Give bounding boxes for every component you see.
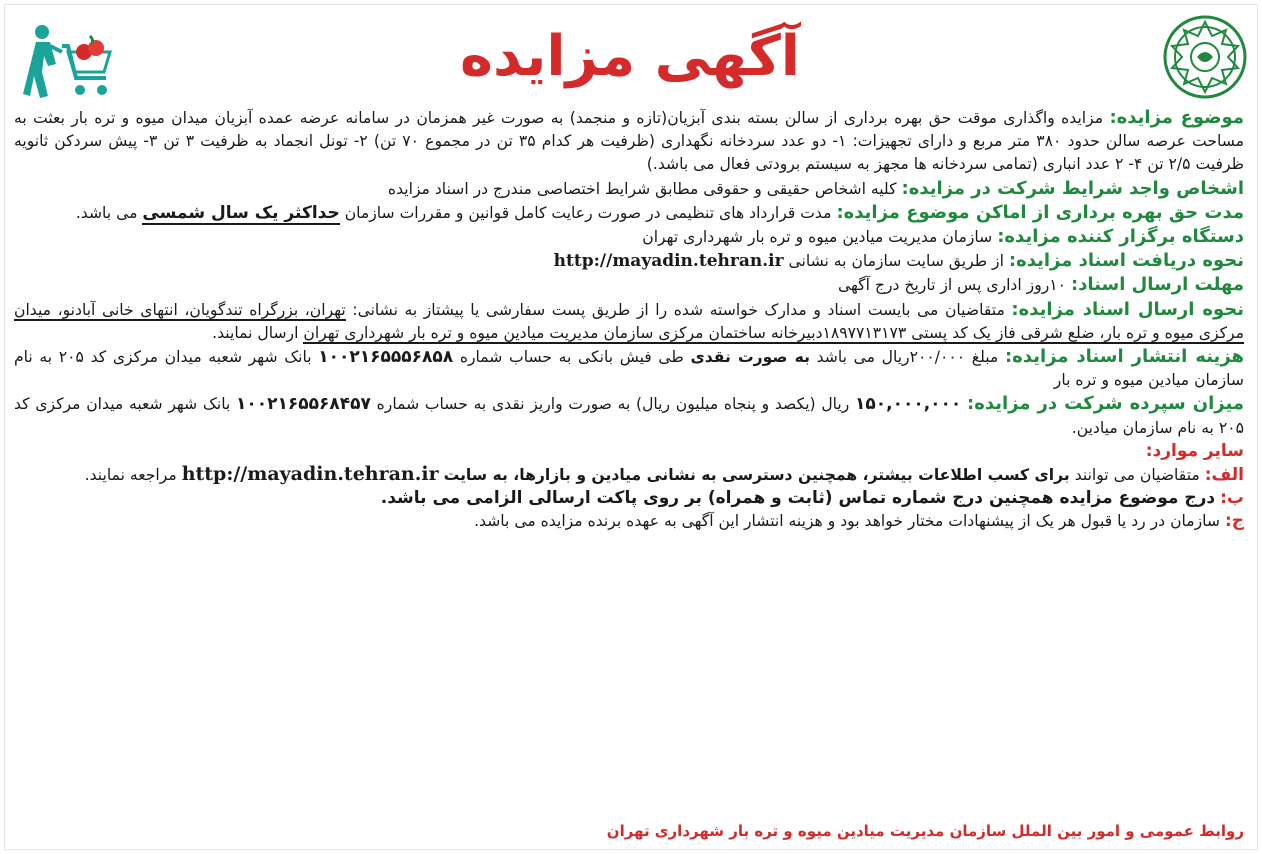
- docs-send-text-b: ارسال نمایند.: [212, 323, 299, 342]
- other-c-paragraph: [14, 510, 1244, 533]
- other-c-label: ج:: [1224, 511, 1244, 532]
- eligible-label: اشخاص واجد شرایط شرکت در مزایده:: [901, 177, 1244, 199]
- municipality-seal-icon: [1162, 14, 1248, 100]
- eligible-text: کلیه اشخاص حقیقی و حقوقی مطابق شرایط اختصاصی مندرج در اسناد مزایده: [387, 179, 897, 198]
- deposit-text-a: ریال (یکصد و پنجاه میلیون ریال) به صورت واریز نقدی به حساب شماره: [376, 395, 850, 414]
- cost-bold: به صورت نقدی: [690, 348, 810, 367]
- page-title: آگهی مزایده: [459, 24, 801, 89]
- docs-receive-text: از طریق سایت سازمان به نشانی: [788, 252, 1004, 271]
- other-heading: سایر موارد:: [1145, 440, 1244, 461]
- other-a-bold: برای کسب اطلاعات بیشتر، همچنین دسترسی به نشانی میادین و بازارها، به سایت: [443, 466, 1070, 485]
- website-link[interactable]: http://mayadin.tehran.ir: [553, 251, 784, 272]
- deadline-paragraph: [14, 273, 1244, 297]
- organizer-paragraph: [14, 225, 1244, 249]
- docs-send-label: نحوه ارسال اسناد مزایده:: [1011, 298, 1244, 320]
- deposit-paragraph: [14, 392, 1244, 439]
- duration-tail: می باشد.: [75, 203, 138, 222]
- other-a-text: متقاضیان می توانند: [1074, 466, 1200, 485]
- other-a-label: الف:: [1204, 465, 1244, 486]
- deposit-label: میزان سپرده شرکت در مزایده:: [967, 393, 1244, 415]
- docs-receive-paragraph: [14, 249, 1244, 273]
- postal-address: تهران، بزرگراه تندگویان، انتهای خانی آبادنو، میدان مرکزی میوه و تره بار، ضلع شرقی فاز یک کد پستی ۱۸۹۷۷۱۳۱۷۳دبیرخانه ساختمان مرکزی سازمان مدیریت میادین میوه و تره بار شهرداری تهران: [14, 300, 1244, 342]
- deposit-amount: ۱۵۰,۰۰۰,۰۰۰: [855, 394, 962, 415]
- organizer-text: سازمان مدیریت میادین میوه و تره بار شهرداری تهران: [642, 228, 993, 247]
- other-a-tail: مراجعه نمایند.: [84, 466, 177, 485]
- docs-send-text-a: متقاضیان می بایست اسناد و مدارک خواسته شده را از طریق پست سفارشی یا پیشتاز به نشانی:: [352, 300, 1005, 319]
- deadline-text: ۱۰روز اداری پس از تاریخ درج آگهی: [837, 276, 1067, 295]
- notice-body: [14, 106, 1244, 534]
- duration-label: مدت حق بهره برداری از اماکن موضوع مزایده:: [836, 201, 1244, 223]
- deposit-account-number: ۱۰۰۲۱۶۵۵۶۸۴۵۷: [236, 394, 371, 415]
- footer-signature: روابط عمومی و امور بین الملل سازمان مدیریت میادین میوه و تره بار شهرداری تهران: [606, 822, 1244, 840]
- cost-account-number: ۱۰۰۲۱۶۵۵۵۶۸۵۸: [318, 347, 454, 368]
- cost-paragraph: [14, 345, 1244, 392]
- deposit-text-b: بانک شهر شعبه میدان مرکزی کد ۲۰۵ به نام سازمان میادین.: [14, 395, 1244, 437]
- eligible-paragraph: [14, 177, 1244, 201]
- other-c-text: سازمان در رد یا قبول هر یک از پیشنهادات مختار خواهد بود و هزینه انتشار این آگهی به عهده برنده مزایده می باشد.: [474, 512, 1220, 531]
- other-b-text: درج موضوع مزایده همچنین درج شماره تماس (ثابت و همراه) بر روی پاکت ارسالی الزامی می باشد.: [380, 488, 1216, 509]
- duration-bold: حداکثر یک سال شمسی: [142, 202, 340, 223]
- other-a-paragraph: [14, 463, 1244, 487]
- duration-paragraph: [14, 201, 1244, 225]
- website-link-2[interactable]: http://mayadin.tehran.ir: [181, 463, 439, 486]
- cost-text-c: بانک شهر شعبه میدان مرکزی کد ۲۰۵ به نام سازمان میادین میوه و تره بار: [14, 348, 1244, 390]
- subject-text: مزایده واگذاری موقت حق بهره برداری از سالن بسته بندی آبزیان(تازه و منجمد) به صورت غیر همزمان در سامانه عرضه عمده آبزیان میدان میوه و تره بار بعثت به مساحت عرصه سالن حدود ۳۸۰ متر مربع و دارای تجهیزات: ۱- دو عدد سردخانه نگهداری (ظرفیت هر کدام ۳۵ تن در مجموع ۷۰ تن) ۲- تونل انجماد به ظرفیت ۳ تن ۳- پیش سردکن ثانویه ظرفیت ۲/۵ تن ۴- ۲ عدد انباری (تمامی سردخانه ها مجهز به سیستم برودتی فعال می باشد.): [14, 109, 1245, 174]
- other-b-label: ب:: [1220, 488, 1244, 509]
- other-b-paragraph: [14, 487, 1244, 510]
- header: [0, 0, 1262, 108]
- cost-text-a: مبلغ ۲۰۰/۰۰۰ریال می باشد: [816, 348, 999, 367]
- docs-receive-label: نحوه دریافت اسناد مزایده:: [1008, 250, 1244, 272]
- subject-label: موضوع مزایده:: [1109, 107, 1244, 128]
- cost-label: هزینه انتشار اسناد مزایده:: [1004, 346, 1244, 368]
- organizer-label: دستگاه برگزار کننده مزایده:: [997, 226, 1244, 248]
- other-heading-paragraph: [14, 440, 1244, 463]
- duration-text: مدت قرارداد های تنظیمی در صورت رعایت کامل قوانین و مقررات سازمان: [344, 203, 832, 222]
- cost-text-b: طی فیش بانکی به حساب شماره: [459, 348, 684, 367]
- subject-paragraph: [14, 106, 1244, 177]
- docs-send-paragraph: [14, 298, 1244, 345]
- shopping-cart-person-icon: [22, 22, 114, 100]
- deadline-label: مهلت ارسال اسناد:: [1071, 274, 1244, 296]
